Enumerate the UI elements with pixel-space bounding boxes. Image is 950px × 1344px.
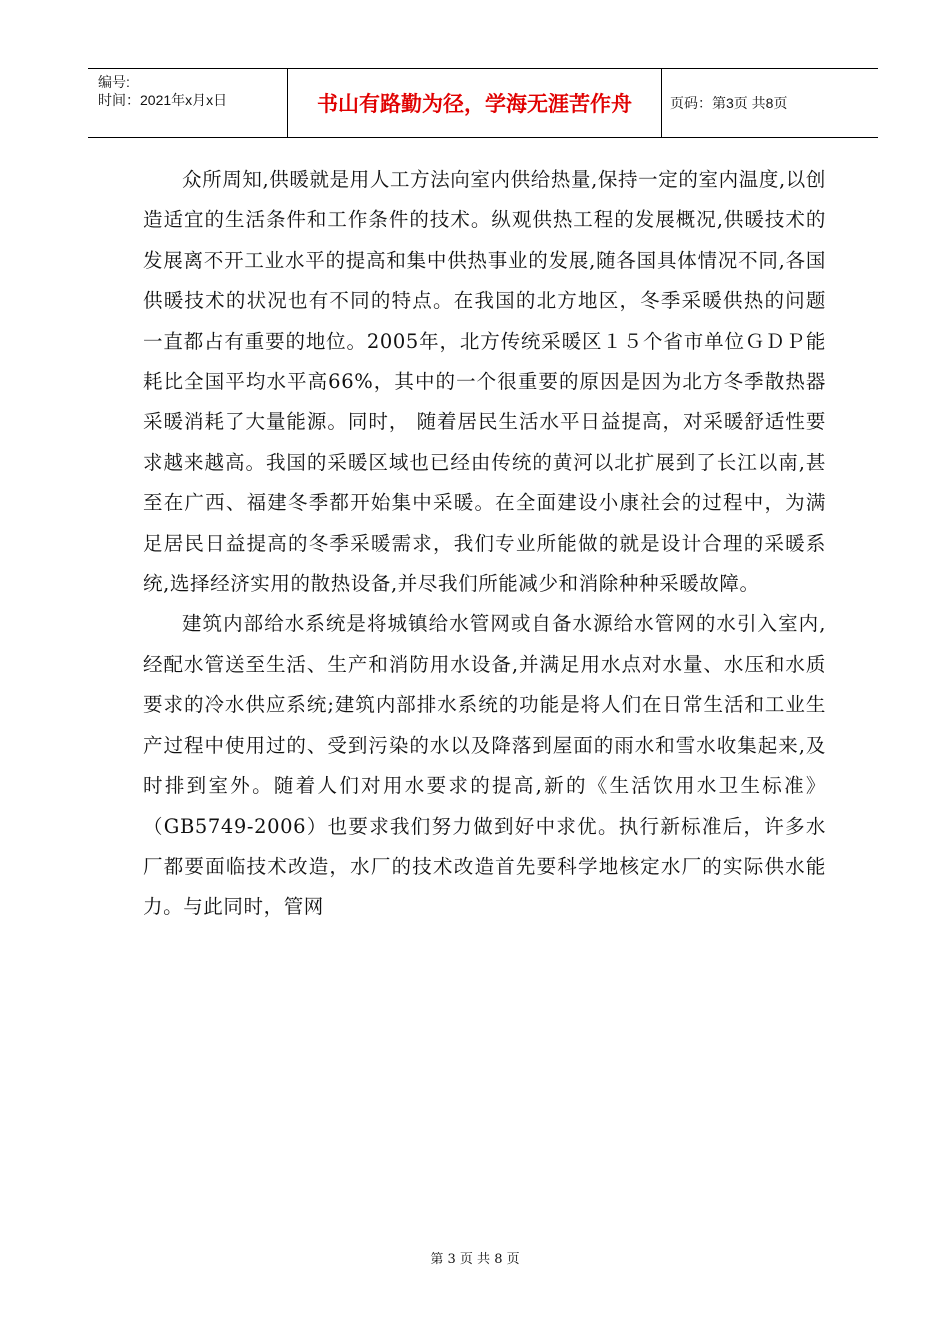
header-meta <box>88 69 288 137</box>
motto-text: 书山有路勤为径，学海无涯苦作舟 <box>317 92 632 116</box>
paragraph-water-supply: 建筑内部给水系统是将城镇给水管网或自备水源给水管网的水引入室内,经配水管送至生活、生产和消防用水设备,并满足用水点对水量、水压和水质要求的冷水供应系统;建筑内部排水系统的功能是将人们在日常生活和工业生产过程中使用过的、受到污染的水以及降落到屋面的雨水和雪水收集起来,及时排到室外。随着人们对用水要求的提高,新的《生活饮用水卫生标准》（GB5749-2006）也要求我们努力做到好中求优。执行新标准后，许多水厂都要面临技术改造，水厂的技术改造首先要科学地核定水厂的实际供水能力。与此同时，管网 <box>143 612 826 919</box>
document-header <box>88 68 878 138</box>
page-info-text: 页码：第3页 共8页 <box>670 95 788 111</box>
document-body <box>143 160 826 928</box>
header-motto-cell <box>288 69 662 137</box>
number-label: 编号: <box>98 74 130 90</box>
header-page-info <box>662 69 878 137</box>
time-label: 时间：2021年x月x日 <box>98 92 228 108</box>
page-footer: 第 3 页 共 8 页 <box>430 1252 520 1267</box>
paragraph-heating: 众所周知,供暖就是用人工方法向室内供给热量,保持一定的室内温度,以创造适宜的生活条件和工作条件的技术。纵观供热工程的发展概况,供暖技术的发展离不开工业水平的提高和集中供热事业的发展,随各国具体情况不同,各国供暖技术的状况也有不同的特点。在我国的北方地区，冬季采暖供热的问题一直都占有重要的地位。2005年，北方传统采暖区１５个省市单位ＧＤＰ能耗比全国平均水平高66%，其中的一个很重要的原因是因为北方冬季散热器采暖消耗了大量能源。同时， 随着居民生活水平日益提高，对采暖舒适性要求越来越高。我国的采暖区域也已经由传统的黄河以北扩展到了长江以南,甚至在广西、福建冬季都开始集中采暖。在全面建设小康社会的过程中，为满足居民日益提高的冬季采暖需求，我们专业所能做的就是设计合理的采暖系统,选择经济实用的散热设备,并尽我们所能减少和消除种种采暖故障。 <box>143 168 826 596</box>
